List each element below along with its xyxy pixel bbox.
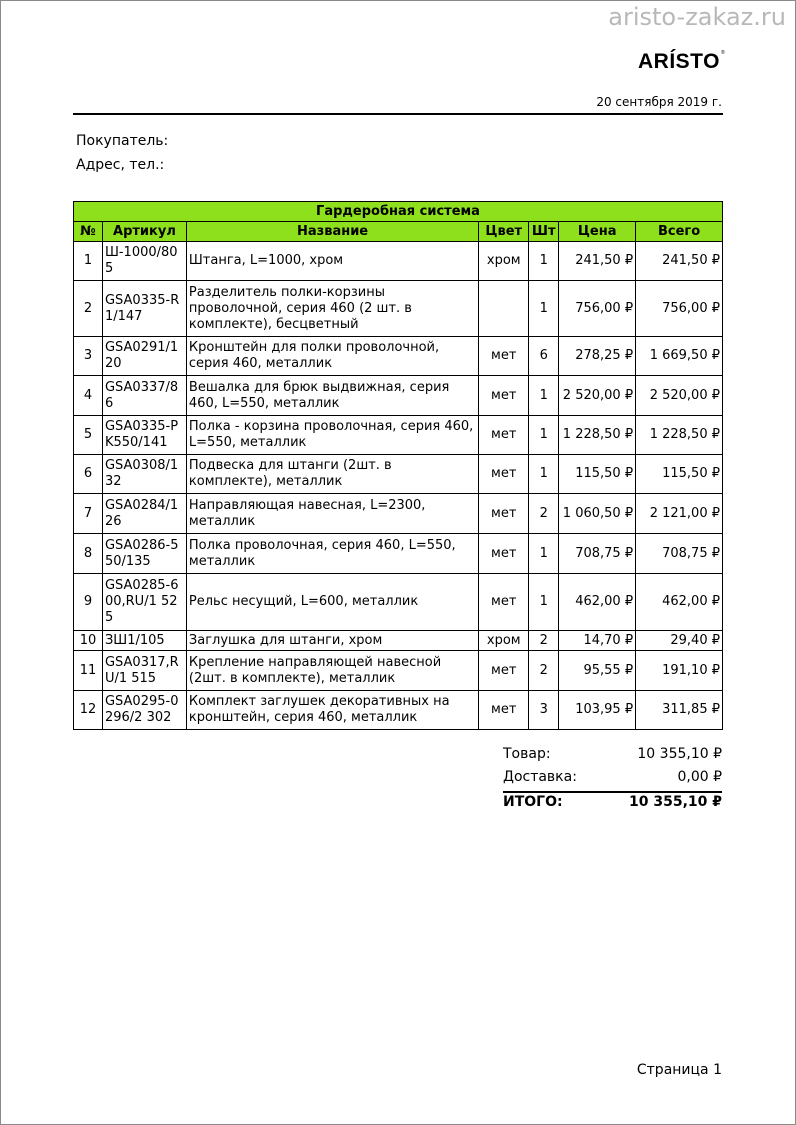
price-cell: 462,00 ₽	[559, 574, 636, 631]
color-cell: мет	[479, 534, 529, 574]
registered-mark: ®	[720, 50, 726, 56]
name-cell: Крепление направляющей навесной (2шт. в комплекте), металлик	[186, 651, 478, 691]
row-number: 6	[74, 455, 103, 494]
color-cell	[479, 281, 529, 337]
article-cell: GSA0295-0296/2 302	[102, 691, 186, 730]
article-cell: GSA0284/126	[102, 494, 186, 534]
table-row	[74, 376, 723, 416]
sum-cell: 191,10 ₽	[636, 651, 723, 691]
column-header: Артикул	[102, 222, 186, 242]
total-value: 10 355,10 ₽	[629, 794, 722, 810]
article-cell: GSA0335-PK550/141	[102, 416, 186, 455]
sum-cell: 756,00 ₽	[636, 281, 723, 337]
delivery-value: 0,00 ₽	[677, 769, 722, 785]
article-cell: GSA0335-R1/147	[102, 281, 186, 337]
sum-cell: 1 669,50 ₽	[636, 337, 723, 376]
qty-cell: 3	[529, 691, 559, 730]
qty-cell: 1	[529, 281, 559, 337]
sum-cell: 29,40 ₽	[636, 631, 723, 651]
row-number: 4	[74, 376, 103, 416]
price-cell: 95,55 ₽	[559, 651, 636, 691]
column-header: Цена	[559, 222, 636, 242]
sum-cell: 2 520,00 ₽	[636, 376, 723, 416]
row-number: 1	[74, 242, 103, 281]
column-header: Цвет	[479, 222, 529, 242]
delivery-label: Доставка:	[503, 769, 577, 785]
name-cell: Комплект заглушек декоративных на кронштейн, серия 460, металлик	[186, 691, 478, 730]
name-cell: Штанга, L=1000, хром	[186, 242, 478, 281]
color-cell: мет	[479, 691, 529, 730]
name-cell: Заглушка для штанги, хром	[186, 631, 478, 651]
delivery-row	[503, 769, 722, 785]
article-cell: GSA0291/120	[102, 337, 186, 376]
price-cell: 278,25 ₽	[559, 337, 636, 376]
name-cell: Кронштейн для полки проволочной, серия 460, металлик	[186, 337, 478, 376]
table-row	[74, 337, 723, 376]
price-cell: 115,50 ₽	[559, 455, 636, 494]
article-cell: GSA0308/132	[102, 455, 186, 494]
column-header: Всего	[636, 222, 723, 242]
article-cell: ЗШ1/105	[102, 631, 186, 651]
table-row	[74, 242, 723, 281]
color-cell: мет	[479, 574, 529, 631]
goods-total-row	[503, 746, 722, 762]
qty-cell: 1	[529, 416, 559, 455]
aristo-logo	[638, 50, 725, 74]
article-cell: GSA0286-550/135	[102, 534, 186, 574]
watermark-text: aristo-zakaz.ru	[608, 3, 786, 31]
items-table	[73, 201, 723, 730]
name-cell: Рельс несущий, L=600, металлик	[186, 574, 478, 631]
article-cell: Ш-1000/805	[102, 242, 186, 281]
table-row	[74, 534, 723, 574]
qty-cell: 1	[529, 455, 559, 494]
price-cell: 2 520,00 ₽	[559, 376, 636, 416]
color-cell: мет	[479, 376, 529, 416]
table-row	[74, 416, 723, 455]
price-cell: 103,95 ₽	[559, 691, 636, 730]
row-number: 7	[74, 494, 103, 534]
price-cell: 241,50 ₽	[559, 242, 636, 281]
table-row	[74, 631, 723, 651]
table-row	[74, 281, 723, 337]
article-cell: GSA0285-600,RU/1 525	[102, 574, 186, 631]
column-header: Шт	[529, 222, 559, 242]
address-label: Адрес, тел.:	[76, 157, 165, 173]
name-cell: Полка - корзина проволочная, серия 460, L=550, металлик	[186, 416, 478, 455]
name-cell: Вешалка для брюк выдвижная, серия 460, L=550, металлик	[186, 376, 478, 416]
page-number: Страница 1	[636, 1062, 722, 1078]
row-number: 2	[74, 281, 103, 337]
total-label: ИТОГО:	[503, 794, 563, 810]
table-row	[74, 494, 723, 534]
qty-cell: 2	[529, 494, 559, 534]
goods-value: 10 355,10 ₽	[637, 746, 722, 762]
qty-cell: 2	[529, 631, 559, 651]
goods-label: Товар:	[503, 746, 551, 762]
qty-cell: 1	[529, 242, 559, 281]
sum-cell: 115,50 ₽	[636, 455, 723, 494]
price-cell: 1 228,50 ₽	[559, 416, 636, 455]
table-row	[74, 691, 723, 730]
sum-cell: 1 228,50 ₽	[636, 416, 723, 455]
row-number: 5	[74, 416, 103, 455]
article-cell: GSA0317,RU/1 515	[102, 651, 186, 691]
color-cell: мет	[479, 455, 529, 494]
row-number: 3	[74, 337, 103, 376]
header-divider	[73, 113, 723, 115]
qty-cell: 1	[529, 574, 559, 631]
color-cell: хром	[479, 242, 529, 281]
color-cell: хром	[479, 631, 529, 651]
row-number: 10	[74, 631, 103, 651]
sum-cell: 2 121,00 ₽	[636, 494, 723, 534]
sum-cell: 462,00 ₽	[636, 574, 723, 631]
logo-text: ARÍSTO	[638, 50, 720, 73]
table-title: Гардеробная система	[74, 202, 723, 222]
sum-cell: 311,85 ₽	[636, 691, 723, 730]
name-cell: Подвеска для штанги (2шт. в комплекте), металлик	[186, 455, 478, 494]
sum-cell: 241,50 ₽	[636, 242, 723, 281]
qty-cell: 1	[529, 534, 559, 574]
price-cell: 708,75 ₽	[559, 534, 636, 574]
table-header-row	[74, 222, 723, 242]
buyer-label: Покупатель:	[76, 133, 169, 149]
row-number: 8	[74, 534, 103, 574]
article-cell: GSA0337/86	[102, 376, 186, 416]
qty-cell: 2	[529, 651, 559, 691]
qty-cell: 1	[529, 376, 559, 416]
table-row	[74, 455, 723, 494]
qty-cell: 6	[529, 337, 559, 376]
column-header: Название	[186, 222, 478, 242]
name-cell: Разделитель полки-корзины проволочной, серия 460 (2 шт. в комплекте), бесцветный	[186, 281, 478, 337]
row-number: 9	[74, 574, 103, 631]
sum-cell: 708,75 ₽	[636, 534, 723, 574]
document-date: 20 сентября 2019 г.	[596, 95, 722, 109]
price-cell: 14,70 ₽	[559, 631, 636, 651]
name-cell: Полка проволочная, серия 460, L=550, металлик	[186, 534, 478, 574]
price-cell: 1 060,50 ₽	[559, 494, 636, 534]
totals-divider	[503, 791, 722, 793]
color-cell: мет	[479, 651, 529, 691]
color-cell: мет	[479, 337, 529, 376]
column-header: №	[74, 222, 103, 242]
color-cell: мет	[479, 416, 529, 455]
row-number: 12	[74, 691, 103, 730]
row-number: 11	[74, 651, 103, 691]
name-cell: Направляющая навесная, L=2300, металлик	[186, 494, 478, 534]
table-row	[74, 574, 723, 631]
table-row	[74, 651, 723, 691]
price-cell: 756,00 ₽	[559, 281, 636, 337]
color-cell: мет	[479, 494, 529, 534]
grand-total-row	[503, 794, 722, 810]
